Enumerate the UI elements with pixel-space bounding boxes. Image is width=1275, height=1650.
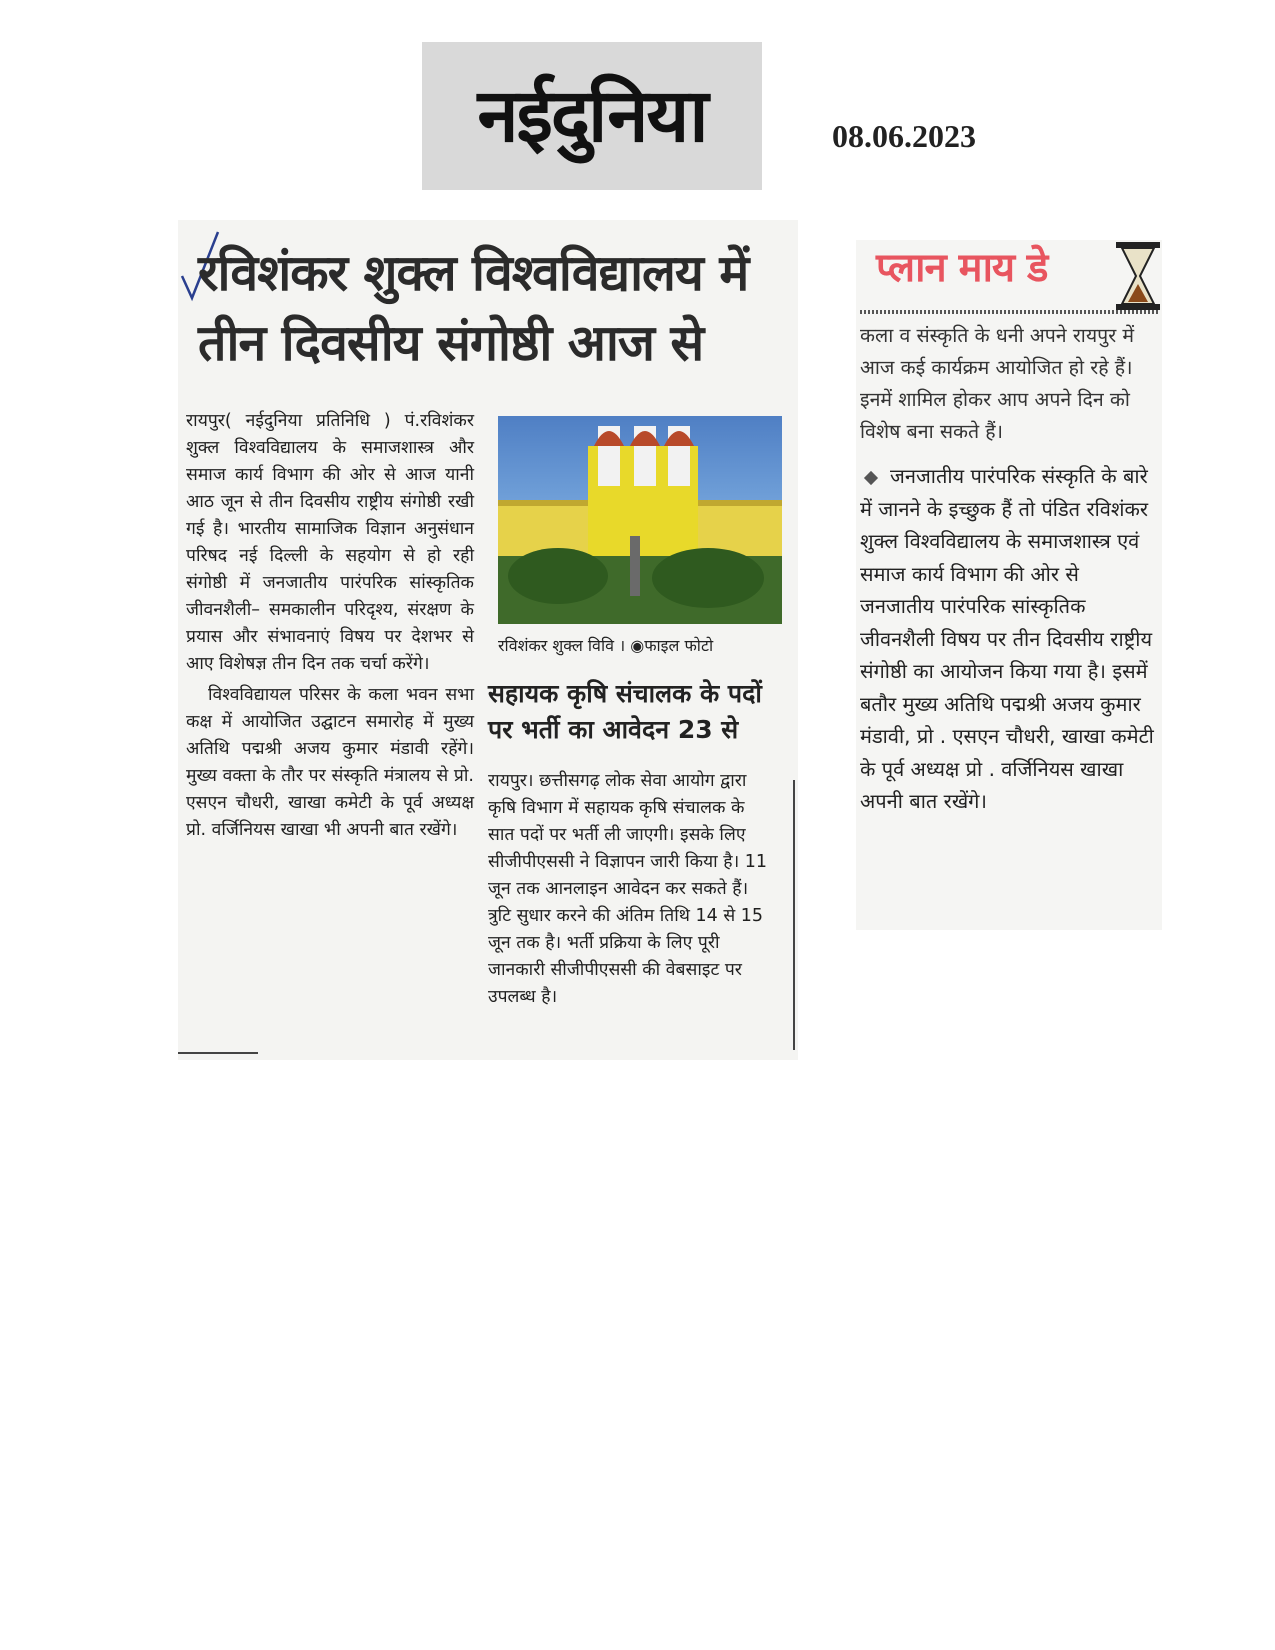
masthead-logo: नईदुनिया [477, 73, 707, 159]
bullet-icon [864, 470, 878, 484]
main-article-body [186, 408, 474, 844]
main-headline: रविशंकर शुक्ल विश्वविद्यालय में तीन दिवसीय संगोष्ठी आज से [198, 244, 749, 372]
photo-caption: रविशंकर शुक्ल विवि । ◉फाइल फोटो [498, 636, 714, 655]
second-article-body: रायपुर। छत्तीसगढ़ लोक सेवा आयोग द्वारा कृषि विभाग में सहायक कृषि संचालक के सात पदों पर भर्ती ली जाएगी। इसके लिए सीजीपीएससी ने विज्ञापन जारी किया है। 11 जून तक आनलाइन आवेदन कर सकते हैं। त्रुटि सुधार करने की अंतिम तिथि 14 से 15 जून तक है। भर्ती प्रक्रिया के लिए पूरी जानकारी सीजीपीएससी की वेबसाइट पर उपलब्ध है। [488, 771, 768, 1007]
main-paragraph-1: रायपुर( नईदुनिया प्रतिनिधि ) पं.रविशंकर शुक्ल विश्वविद्यालय के समाजशास्त्र और समाज कार्य विभाग की ओर से आज यानी आठ जून से तीन दिवसीय राष्ट्रीय संगोष्ठी रखी गई है। भारतीय सामाजिक विज्ञान अनुसंधान परिषद नई दिल्ली के सहयोग से हो रही संगोष्ठी में जनजातीय पारंपरिक सांस्कृतिक जीवनशैली– समकालीन परिदृश्य, संरक्षण के प्रयास और संभावनाएं विषय पर देशभर से आए विशेषज्ञ तीन दिन तक चर्चा करेंगे। [186, 411, 474, 674]
second-headline: सहायक कृषि संचालक के पदों पर भर्ती का आवेदन 23 से [488, 679, 762, 744]
bottom-rule [178, 1052, 258, 1054]
plan-my-day-title: प्लान माय डे [876, 245, 1048, 291]
side-body-content: जनजातीय पारंपरिक संस्कृति के बारे में जानने के इच्छुक हैं तो पंडित रविशंकर शुक्ल विश्वविद्यालय के समाजशास्त्र एवं समाज कार्य विभाग की ओर से जनजातीय पारंपरिक सांस्कृतिक जीवनशैली विषय पर तीन दिवसीय राष्ट्रीय संगोष्ठी का आयोजन किया गया है। इसमें बतौर मुख्य अतिथि पद्मश्री अजय कुमार मंडावी, प्रो . एसएन चौधरी, खाखा कमेटी के पूर्व अध्यक्ष प्रो . वर्जिनियस खाखा अपनी बात रखेंगे। [860, 464, 1154, 813]
side-title-rule [860, 310, 1160, 314]
side-intro-text: कला व संस्कृति के धनी अपने रायपुर में आज कई कार्यक्रम आयोजित हो रहे हैं। इनमें शामिल होकर आप अपने दिन को विशेष बना सकते हैं। [860, 324, 1135, 443]
side-body-text [860, 460, 1156, 818]
newspaper-masthead [422, 42, 762, 190]
hourglass-icon [1112, 240, 1164, 312]
publication-date: 08.06.2023 [832, 118, 976, 154]
university-photo [498, 416, 782, 624]
column-divider [793, 780, 795, 1050]
building-illustration [498, 416, 782, 624]
main-paragraph-2: विश्वविद्यायल परिसर के कला भवन सभा कक्ष में आयोजित उद्घाटन समारोह में मुख्य अतिथि पद्मश्री अजय कुमार मंडावी रहेंगे। मुख्य वक्ता के तौर पर संस्कृति मंत्रालय से प्रो. एसएन चौधरी, खाखा कमेटी के पूर्व अध्यक्ष प्रो. वर्जिनियस खाखा भी अपनी बात रखेंगे। [186, 685, 474, 840]
